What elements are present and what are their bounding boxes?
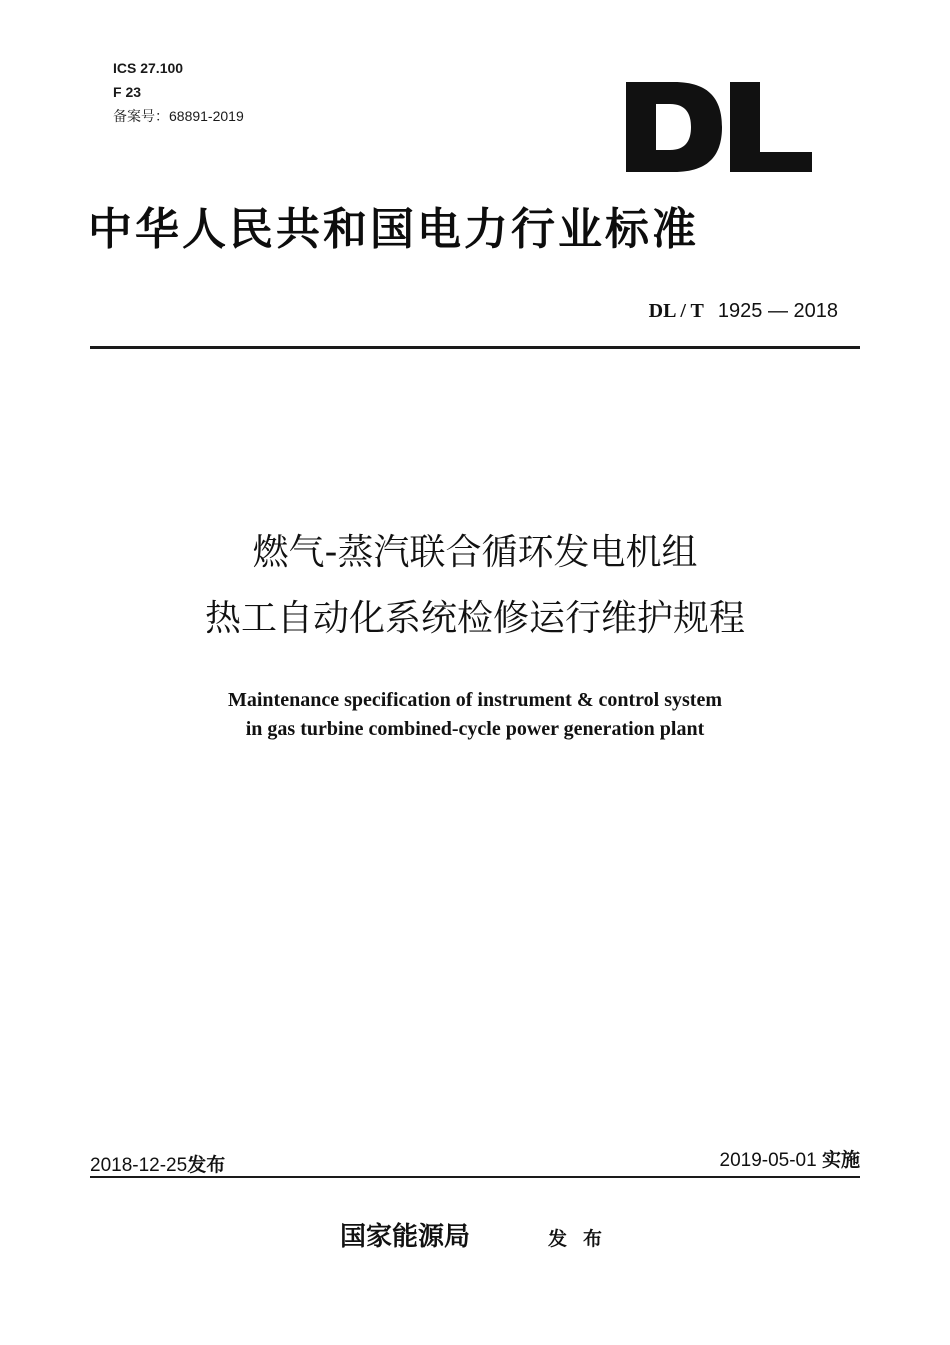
issue-label: 发布 (187, 1154, 226, 1176)
impl-label: 实施 (821, 1149, 860, 1171)
title-cn-line2: 热工自动化系统检修运行维护规程 (204, 598, 745, 639)
standard-year-number: 1925 — 2018 (717, 300, 838, 322)
ics-code: ICS 27.100 (113, 60, 184, 76)
title-cn-line1: 燃气-蒸汽联合循环发电机组 (252, 532, 698, 573)
top-divider (90, 346, 860, 349)
dl-logo (626, 82, 812, 172)
title-en-line1: Maintenance specification of instrument & control system (227, 689, 722, 711)
title-en-line2: in gas turbine combined-cycle power generation plant (245, 718, 705, 740)
bottom-divider (90, 1176, 860, 1178)
issuing-authority: 国家能源局 (340, 1222, 471, 1252)
publish-label: 发布 (548, 1228, 619, 1250)
classification-block (113, 56, 244, 128)
organization-title: 中华人民共和国电力行业标准 (88, 204, 699, 255)
implementation-date (720, 1145, 861, 1172)
issue-date (90, 1150, 225, 1177)
standard-number (649, 300, 838, 323)
impl-date-value: 2019-05-01 (719, 1150, 817, 1171)
record-number: 备案号：68891-2019 (113, 108, 244, 124)
issue-date-value: 2018-12-25 (90, 1155, 188, 1176)
classification-code: F 23 (113, 84, 142, 100)
standard-code: DL / T (648, 300, 704, 322)
